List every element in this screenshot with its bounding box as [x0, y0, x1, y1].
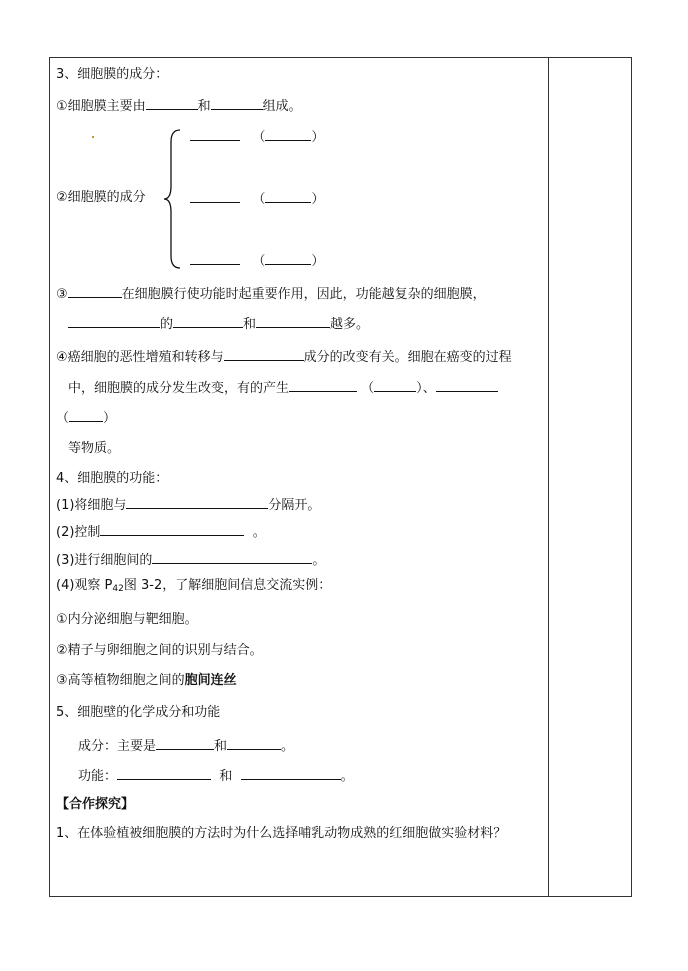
s4-function-4: (4)观察 $P_{42}$图 3-2，了解细胞间信息交流实例：: [56, 578, 332, 594]
column-divider: [548, 57, 549, 897]
section-5-title: 5、细胞壁的化学成分和功能: [56, 705, 221, 720]
section-3-title: 3、细胞膜的成分：: [56, 67, 169, 82]
blank: [190, 252, 240, 265]
blank: [256, 315, 330, 328]
blank: [224, 348, 304, 361]
s5-composition: 成分：主要是 和 。: [78, 739, 295, 754]
blank: [265, 128, 311, 141]
blank: [117, 767, 211, 780]
component-row-3: （ ）: [190, 252, 324, 270]
blank: [152, 551, 312, 564]
blank: [190, 128, 240, 141]
s3-line-3b: 的 和 越多。: [68, 315, 369, 333]
s4-example-2: ②精子与卵细胞之间的识别与结合。: [56, 643, 263, 658]
s3-line-3: ③ 在细胞膜行使功能时起重要作用，因此，功能越复杂的细胞膜，: [56, 287, 486, 302]
blank: [68, 315, 160, 328]
curly-brace-icon: [162, 128, 182, 270]
s3-line-4c: （ ）: [56, 411, 117, 426]
blank: [374, 379, 416, 392]
blank: [211, 97, 263, 110]
cooperative-question-1: 1、在体验植被细胞膜的方法时为什么选择哺乳动物成熟的红细胞做实验材料？: [56, 826, 507, 841]
blank: [436, 379, 498, 392]
s3-line-4: ④癌细胞的恶性增殖和转移与 成分的改变有关。细胞在癌变的过程: [56, 350, 512, 365]
blank: [146, 97, 198, 110]
s3-line-2: ②细胞膜的成分: [56, 190, 146, 205]
s4-example-3: ③高等植物细胞之间的胞间连丝: [56, 673, 237, 688]
blank: [126, 496, 268, 509]
blank: [69, 409, 103, 422]
component-row-2: （ ）: [190, 190, 324, 208]
blank: [265, 252, 311, 265]
blank: [190, 190, 240, 203]
s5-function: 功能： 和 。: [78, 769, 354, 784]
s4-function-2: (2)控制 。: [56, 525, 266, 540]
blank: [68, 285, 122, 298]
blank: [156, 737, 214, 750]
blank: [173, 315, 243, 328]
blank: [241, 767, 341, 780]
s4-function-3: (3)进行细胞间的 。: [56, 553, 326, 568]
cooperative-inquiry-header: 【合作探究】: [56, 797, 135, 812]
stray-mark: [92, 136, 94, 138]
s3-line-4d: 等物质。: [68, 441, 121, 456]
s3-line-4b: 中，细胞膜的成分发生改变，有的产生 （ ）、: [68, 379, 498, 397]
s4-function-1: (1)将细胞与 分隔开。: [56, 498, 321, 513]
s3-line-1: ①细胞膜主要由 和 组成。: [56, 99, 302, 114]
section-4-title: 4、细胞膜的功能：: [56, 471, 169, 486]
blank: [289, 379, 357, 392]
s4-example-1: ①内分泌细胞与靶细胞。: [56, 612, 198, 627]
blank: [227, 737, 281, 750]
component-row-1: （ ）: [190, 128, 324, 146]
blank: [265, 190, 311, 203]
blank: [100, 523, 244, 536]
